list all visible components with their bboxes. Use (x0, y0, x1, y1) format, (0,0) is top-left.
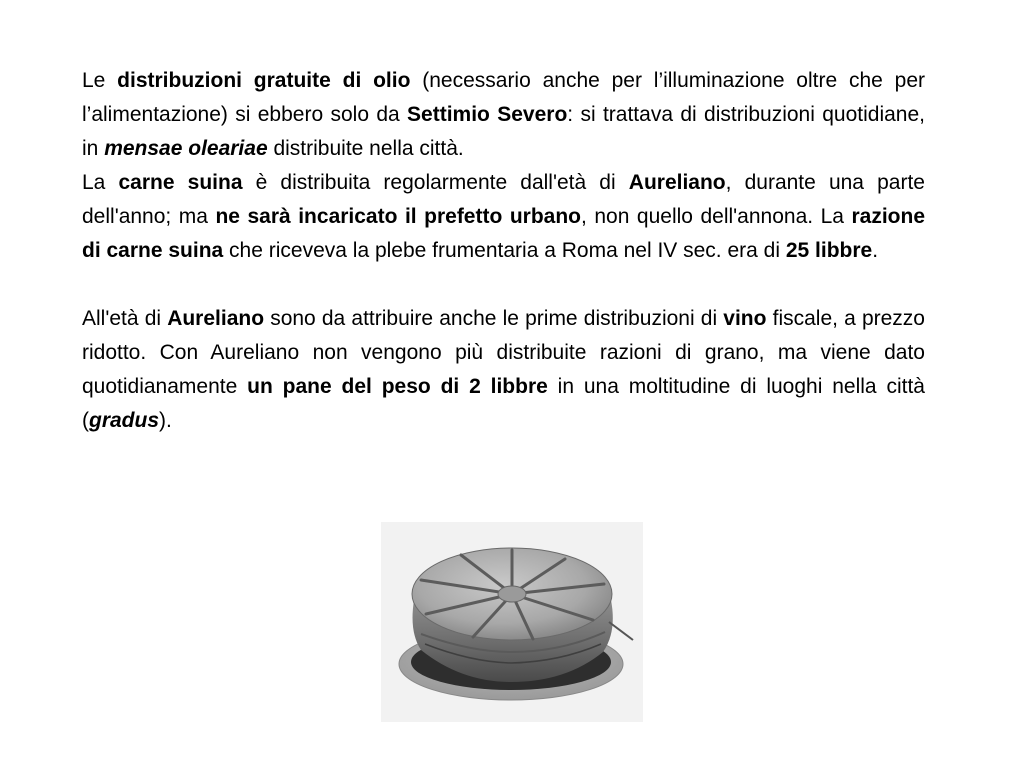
paragraph-pork-distribution (82, 166, 925, 268)
bold-term: distribuzioni gratuite di olio (117, 69, 411, 92)
text-run: sono da attribuire anche le prime distribuzioni di (264, 307, 724, 330)
bold-term: Aureliano (167, 307, 265, 330)
bold-term: Settimio Severo (407, 103, 568, 126)
bold-term: carne suina (118, 171, 243, 194)
paragraph-wine-bread (82, 302, 925, 438)
bread-photo (381, 522, 643, 722)
text-run: fiscale, a prezzo ridotto. Con Aureliano non vengono più distribuite razioni di grano, ma viene dato quotidianamente (82, 307, 925, 398)
text-run: distribuite nella città. (267, 137, 464, 160)
bold-term: un pane del peso di 2 libbre (247, 375, 548, 398)
text-run: : si trattava di distribuzioni quotidiane, in (82, 103, 925, 160)
italic-term: gradus (89, 409, 160, 432)
text-run: in una moltitudine di luoghi nella città ( (82, 375, 925, 432)
text-run: (necessario anche per l’illuminazione oltre che per l’alimentazione) si ebbero solo da (82, 69, 925, 126)
carbonized-round-bread-icon (381, 522, 643, 722)
text-run: All'età di (82, 307, 168, 330)
text-run: , non quello dell'annona. La (581, 205, 852, 228)
bold-term: 25 libbre (785, 239, 873, 262)
bold-term (89, 409, 159, 432)
text-run: , durante una parte dell'anno; ma (82, 171, 925, 228)
text-run: è distribuita regolarmente dall'età di (242, 171, 629, 194)
text-run: che riceveva la plebe frumentaria a Roma nel IV sec. era di (223, 239, 786, 262)
text-run: ). (159, 409, 172, 432)
text-run: La (82, 171, 119, 194)
text-run: Le (82, 69, 118, 92)
text-run: . (872, 239, 879, 262)
bold-term (104, 137, 267, 160)
bold-term: vino (723, 307, 767, 330)
bold-term: razione di carne suina (82, 205, 926, 262)
italic-term: mensae oleariae (104, 137, 268, 160)
bold-term: Aureliano (628, 171, 726, 194)
slide-text (82, 64, 925, 438)
bold-term: ne sarà incaricato il prefetto urbano (215, 205, 581, 228)
paragraph-oil-distribution (82, 64, 925, 166)
